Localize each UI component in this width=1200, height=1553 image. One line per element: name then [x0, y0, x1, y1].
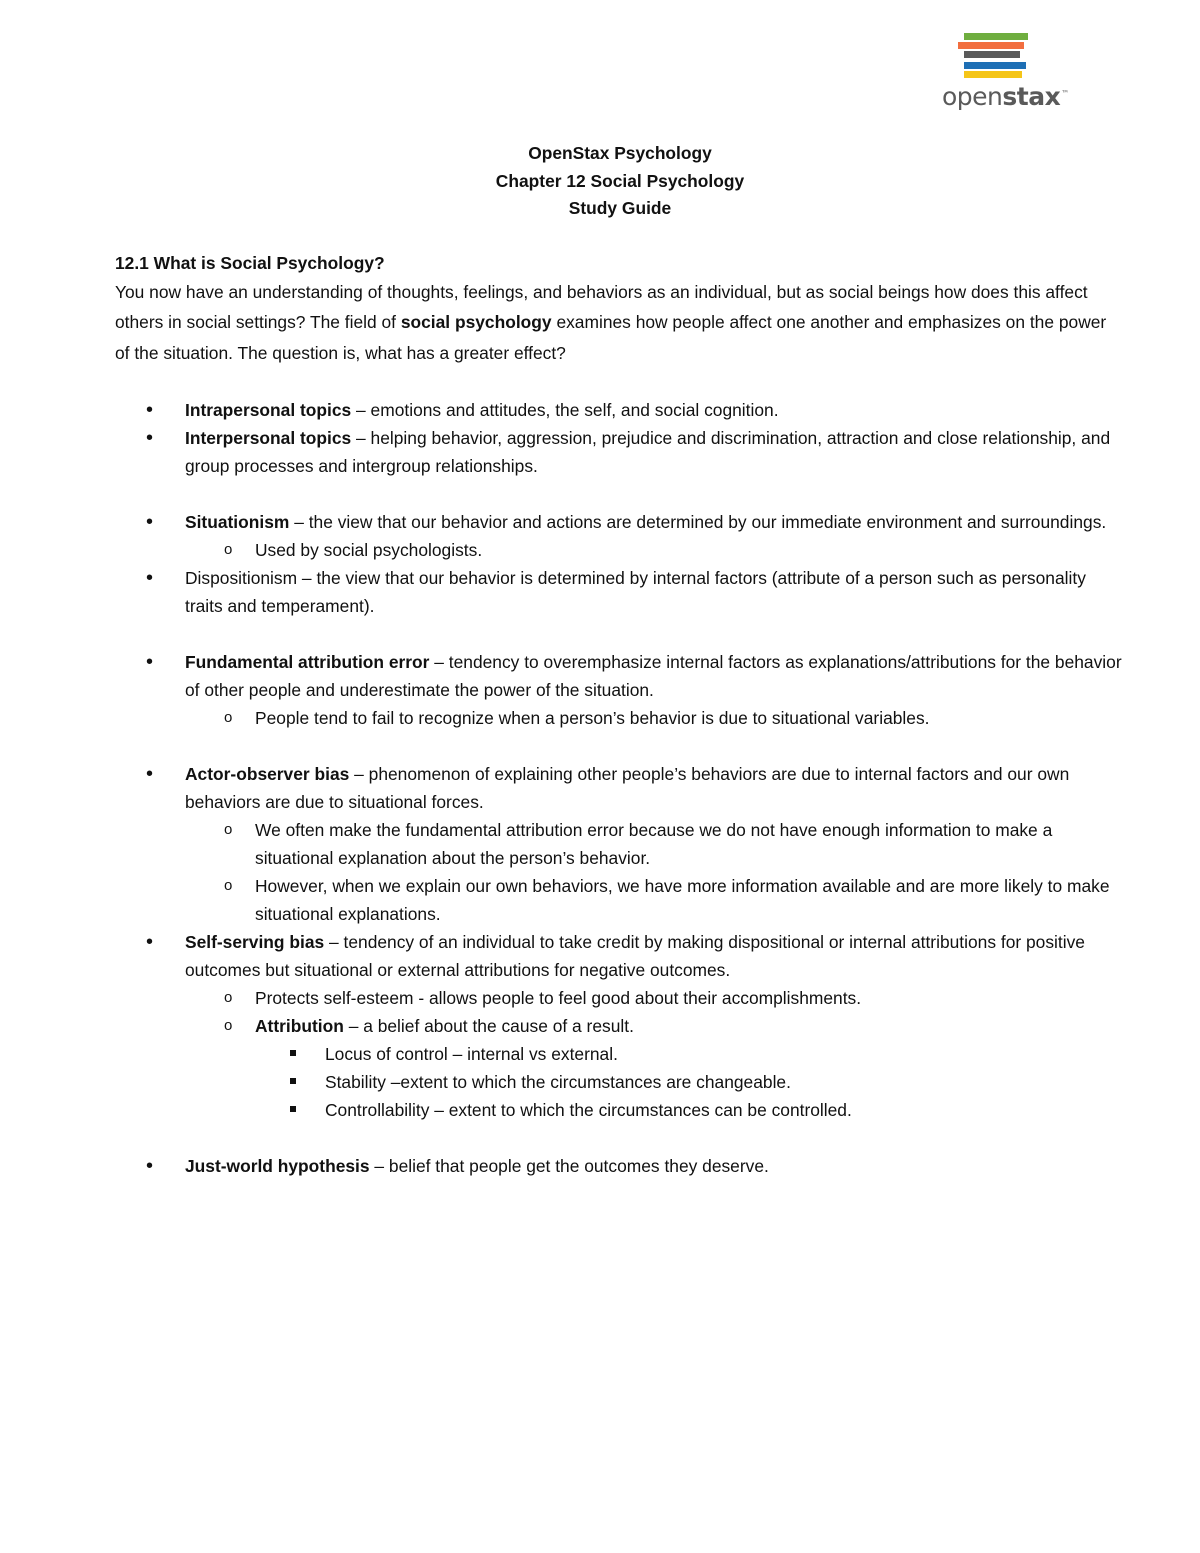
sub-item-fae: o People tend to fail to recognize when a person’s behavior is due to situational variables.	[185, 704, 1125, 732]
sub-sub-item-locus: Locus of control – internal vs external.	[255, 1040, 1125, 1068]
title-line-2: Chapter 12 Social Psychology	[495, 170, 745, 191]
section-heading: 12.1 What is Social Psychology?	[115, 252, 385, 273]
openstax-logo	[940, 30, 1069, 115]
sub-item-situationism: o Used by social psychologists.	[185, 536, 1125, 564]
list-item-intrapersonal: • Intrapersonal topics – emotions and attitudes, the self, and social cognition.	[115, 396, 1125, 424]
list-item-fundamental-attribution-error: • Fundamental attribution error – tendency to overemphasize internal factors as explanations/attributions for the behavior of other people and underestimate the power of the situation. o People tend to fail to recognize when a person’s behavior is due to situational variables.	[115, 648, 1125, 732]
document-body	[115, 140, 1125, 1180]
sub-sub-item-stability: Stability –extent to which the circumstances are changeable.	[255, 1068, 1125, 1096]
logo-text-open: open	[942, 82, 1003, 111]
logo-text-stax: stax	[1002, 82, 1061, 111]
list-item-self-serving-bias: • Self-serving bias – tendency of an individual to take credit by making dispositional or internal attributions for positive outcomes but situational or external attributions for negative outcomes. o Protects self-esteem - allows people to feel good about their accomplishments. o Attribution – a belief about the cause of a result. Locus of control – internal vs external. Stability –extent to which the circumstances are changeable. Controllability – extent to which the circumstances can be controlled.	[115, 928, 1125, 1124]
situationism-list	[115, 508, 1125, 620]
sub-item-actor-2: o However, when we explain our own behaviors, we have more information available and are more likely to make situational explanations.	[185, 872, 1125, 928]
logo-bar-blue	[964, 62, 1026, 69]
intro-paragraph: You now have an understanding of thoughts, feelings, and behaviors as an individual, but as social beings how does this affect others in social settings? The field of social psychology examines how people affect one another and emphasizes on the power of the situation. The question is, what has a greater effect?	[115, 281, 1107, 363]
topics-list	[115, 396, 1125, 480]
list-item-just-world-hypothesis: • Just-world hypothesis – belief that people get the outcomes they deserve.	[115, 1152, 1125, 1180]
logo-trademark: ™	[1061, 88, 1069, 98]
logo-bar-orange	[958, 42, 1024, 49]
list-item-dispositionism: • Dispositionism – the view that our behavior is determined by internal factors (attribute of a person such as personality traits and temperament).	[115, 564, 1125, 620]
title-line-3: Study Guide	[568, 198, 672, 218]
list-item-actor-observer-bias: • Actor-observer bias – phenomenon of explaining other people’s behaviors are due to internal factors and our own behaviors are due to situational forces. o We often make the fundamental attribution error because we do not have enough information to make a situational explanation about the person’s behavior. o However, when we explain our own behaviors, we have more information available and are more likely to make situational explanations.	[115, 760, 1125, 928]
list-item-interpersonal: • Interpersonal topics – helping behavior, aggression, prejudice and discrimination, attraction and close relationship, and group processes and intergroup relationships.	[115, 424, 1125, 480]
logo-bar-green	[964, 33, 1028, 40]
sub-sub-item-controllability: Controllability – extent to which the circumstances can be controlled.	[255, 1096, 1125, 1124]
title-line-1: OpenStax Psychology	[528, 143, 712, 163]
sub-item-actor-1: o We often make the fundamental attribution error because we do not have enough information to make a situational explanation about the person’s behavior.	[185, 816, 1125, 872]
sub-item-attribution: o Attribution – a belief about the cause of a result. Locus of control – internal vs external. Stability –extent to which the circumstances are changeable. Controllability – extent to which the circumstances can be controlled.	[185, 1012, 1125, 1124]
term-social-psychology: social psychology	[400, 312, 552, 332]
logo-bar-gray	[964, 51, 1020, 58]
logo-bar-yellow	[964, 71, 1022, 78]
list-item-situationism: • Situationism – the view that our behavior and actions are determined by our immediate environment and surroundings. o Used by social psychologists.	[115, 508, 1125, 564]
sub-item-self-esteem: o Protects self-esteem - allows people to feel good about their accomplishments.	[185, 984, 1125, 1012]
document-title	[115, 140, 1125, 223]
just-world-list	[115, 1152, 1125, 1180]
fae-list	[115, 648, 1125, 732]
bias-list	[115, 760, 1125, 1124]
logo-wordmark	[942, 82, 1069, 111]
